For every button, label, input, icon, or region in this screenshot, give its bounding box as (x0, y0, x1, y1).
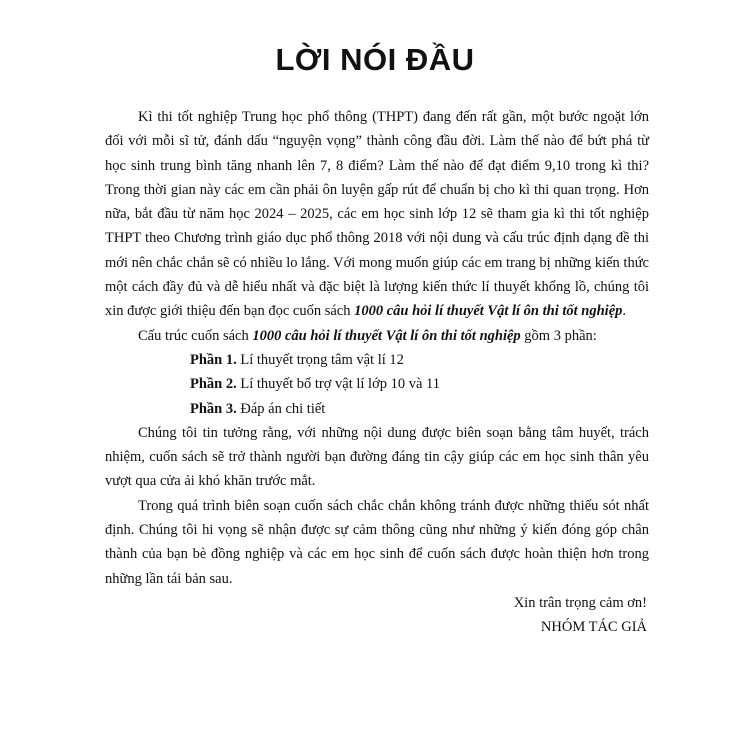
document-body (105, 105, 649, 640)
part-label: Phần 3. (190, 400, 237, 417)
part-item (105, 348, 649, 372)
belief-paragraph: Chúng tôi tin tưởng rằng, với những nội dung được biên soạn bằng tâm huyết, trách nhiệm, cuốn sách sẽ trở thành người bạn đường đáng tin cậy giúp các em học sinh thân yêu vượt qua cửa ải khó khăn trước mắt. (105, 424, 649, 490)
intro-paragraph-end: . (622, 303, 627, 320)
part-text: Đáp án chi tiết (236, 400, 326, 417)
part-text: Lí thuyết trọng tâm vật lí 12 (236, 351, 404, 368)
structure-lead: Cấu trúc cuốn sách (138, 327, 253, 344)
part-label: Phần 2. (190, 376, 237, 393)
intro-paragraph (105, 105, 649, 324)
author-signature: NHÓM TÁC GIẢ (540, 619, 647, 636)
part-text: Lí thuyết bổ trợ vật lí lớp 10 và 11 (236, 376, 441, 393)
page-title: LỜI NÓI ĐẦU (275, 42, 475, 77)
closing-thanks: Xin trân trọng cảm ơn! (513, 594, 647, 611)
structure-book-title: 1000 câu hỏi lí thuyết Vật lí ôn thi tốt nghiệp (252, 327, 521, 344)
book-title-emphasis: 1000 câu hỏi lí thuyết Vật lí ôn thi tốt nghiệp (354, 303, 623, 320)
part-item (105, 372, 649, 396)
structure-paragraph (105, 324, 649, 348)
intro-paragraph-text: Kì thi tốt nghiệp Trung học phổ thông (THPT) đang đến rất gần, một bước ngoặt lớn đối với mỗi sĩ tử, đánh dấu “nguyện vọng” thành công đầu đời. Làm thế nào để bứt phá từ học sinh trung bình tăng nhanh lên 7, 8 điểm? Làm thế nào để đạt điểm 9,10 trong kì thi? Trong thời gian này các em cần phải ôn luyện gấp rút để chuẩn bị cho kì thi quan trọng. Hơn nữa, bắt đầu từ năm học 2024 – 2025, các em học sinh lớp 12 sẽ tham gia kì thi tốt nghiệp THPT theo Chương trình giáo dục phổ thông 2018 với nội dung và cấu trúc định dạng đề thi mới nên chắc chắn sẽ có nhiều lo lắng. Với mong muốn giúp các em trang bị những kiến thức một cách đầy đủ và dễ hiểu nhất và đặc biệt là lượng kiến thức lí thuyết khổng lồ, chúng tôi xin được giới thiệu đến bạn đọc cuốn sách (105, 109, 649, 320)
part-label: Phần 1. (190, 351, 237, 368)
part-item (105, 397, 649, 421)
apology-paragraph: Trong quá trình biên soạn cuốn sách chắc chắn không tránh được những thiếu sót nhất định. Chúng tôi hi vọng sẽ nhận được sự cảm thông cũng như những ý kiến đóng góp chân thành của bạn bè đồng nghiệp và các em học sinh để cuốn sách được hoàn thiện hơn trong những lần tái bản sau. (105, 497, 649, 587)
structure-tail: gồm 3 phần: (520, 327, 597, 344)
